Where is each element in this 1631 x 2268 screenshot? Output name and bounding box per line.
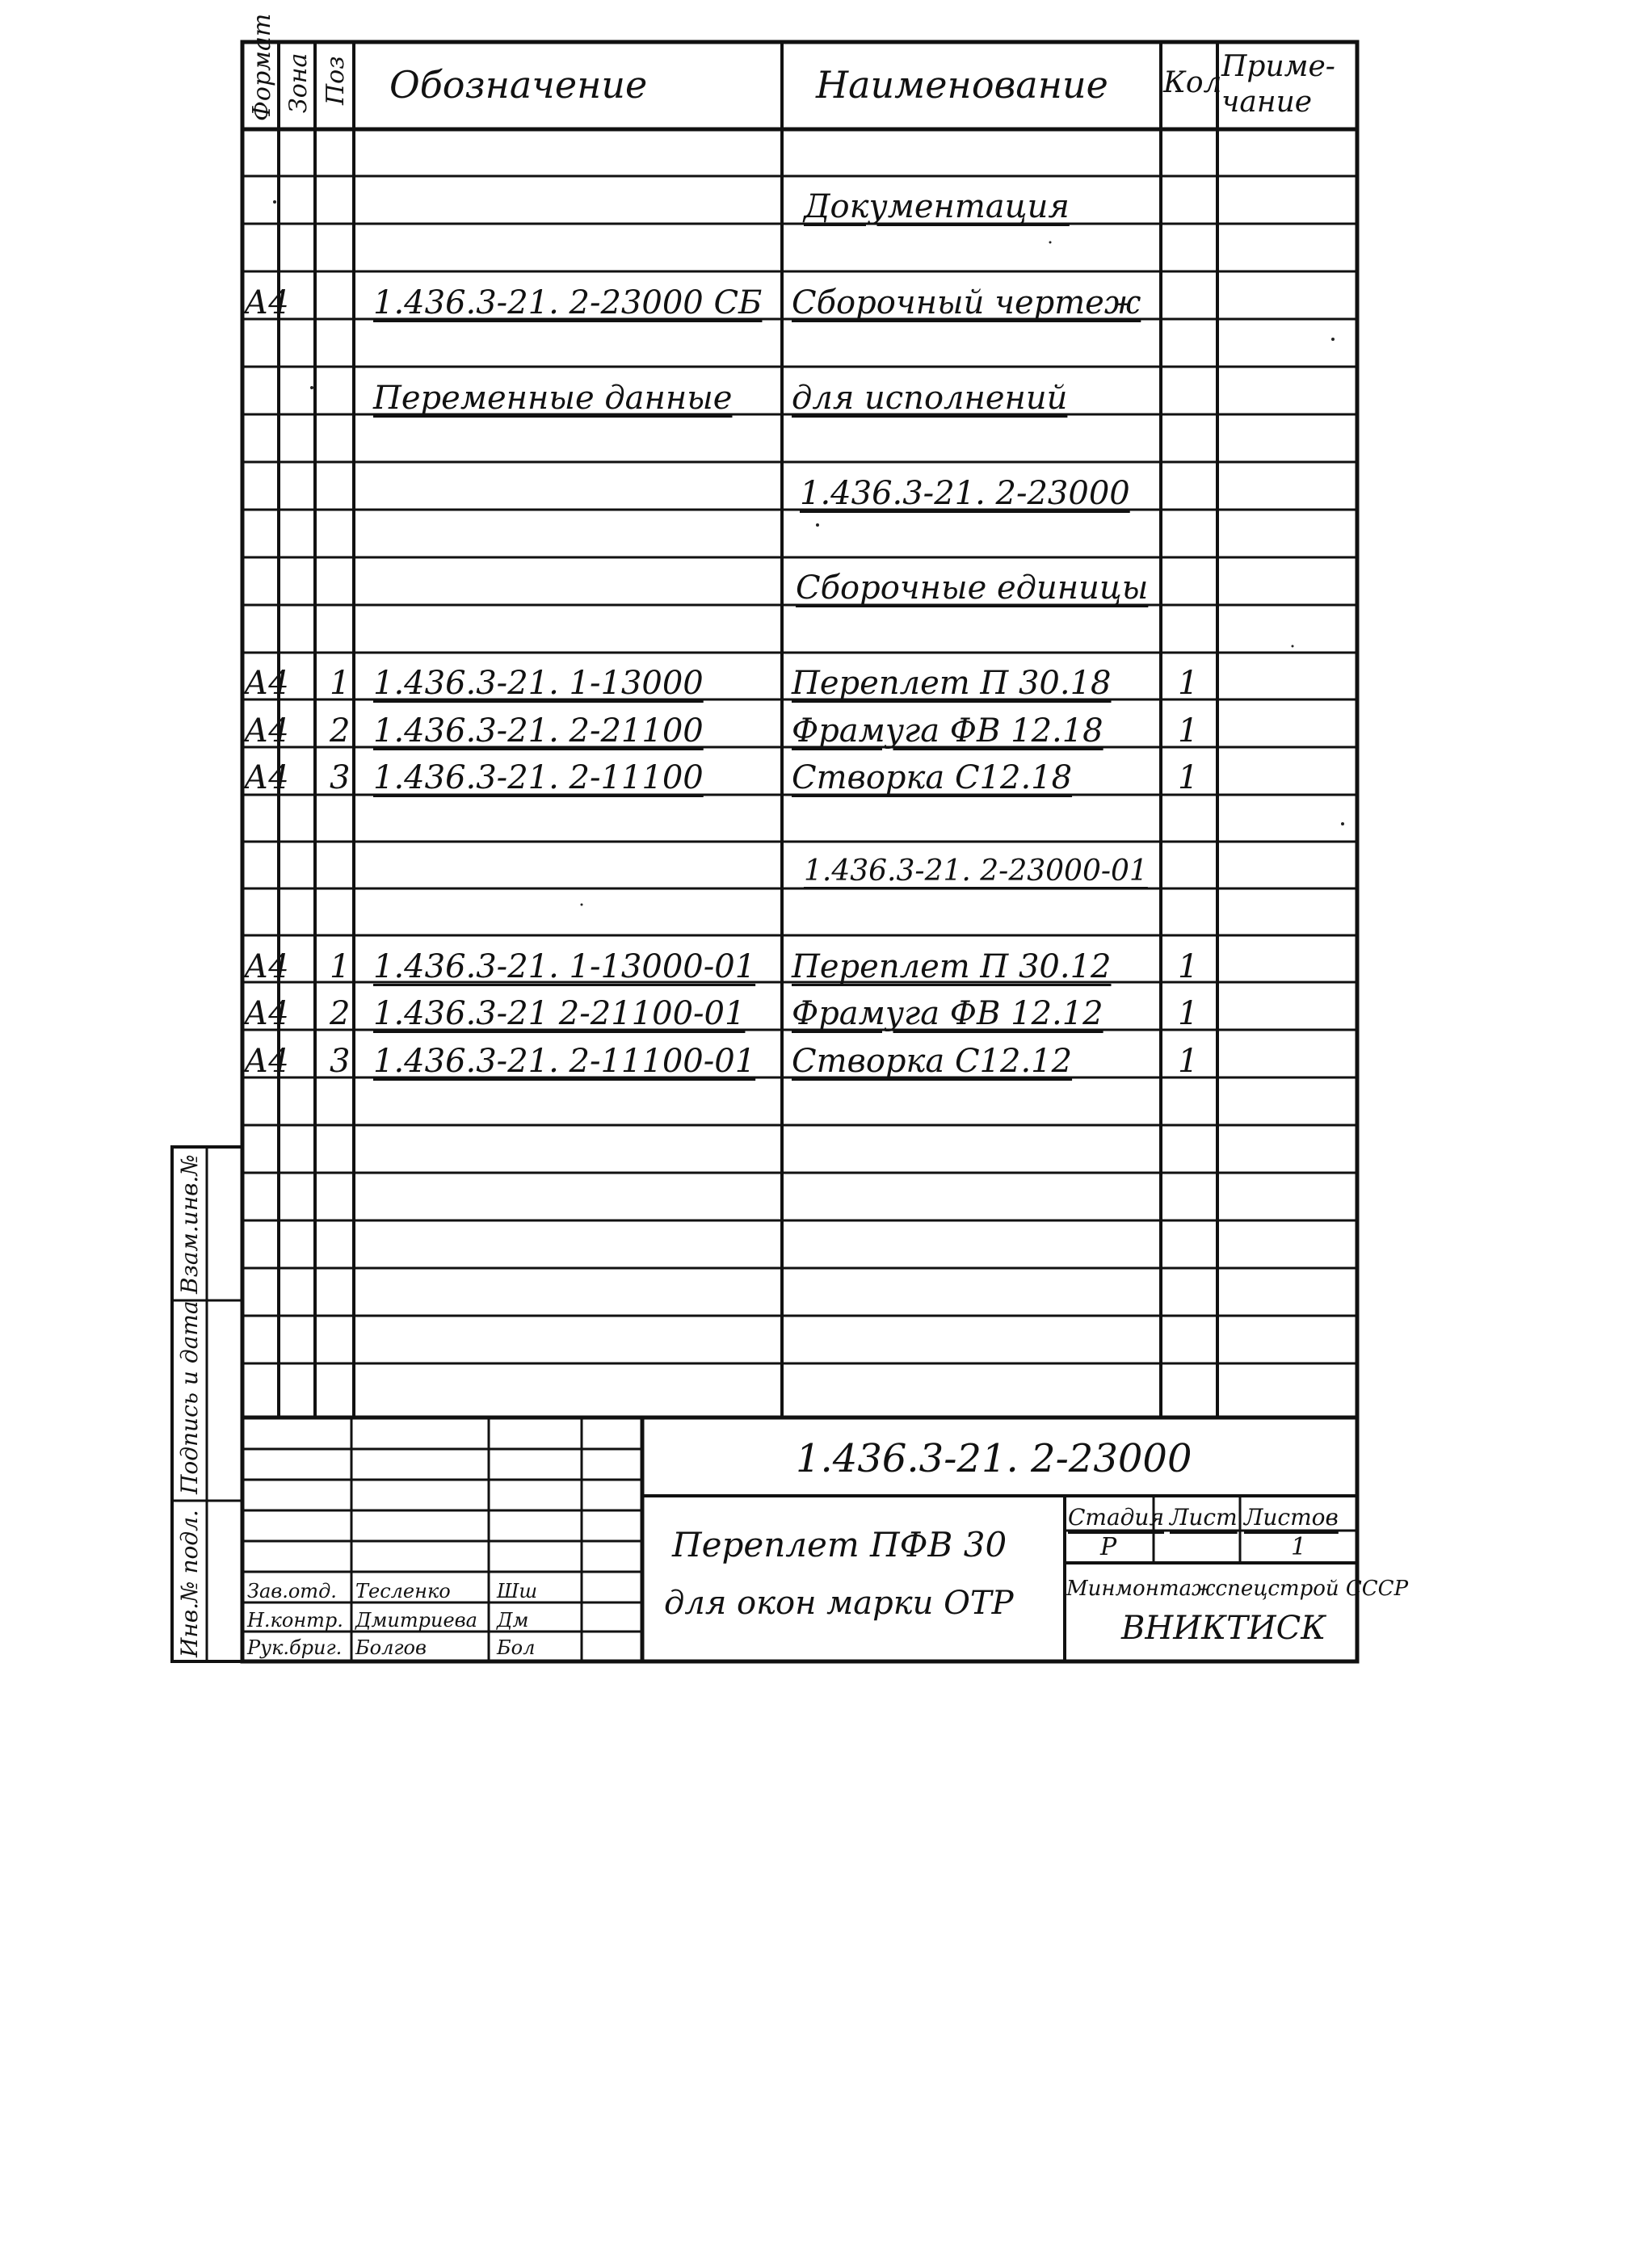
row-designation: 1.436.3-21. 2-11100-01 (373, 1043, 756, 1080)
row-qty: 1 (1178, 1043, 1199, 1080)
row-format: А4 (244, 665, 289, 702)
row-name: Фрамуга ФВ 12.18 (792, 712, 1103, 750)
sheets-value: 1 (1291, 1533, 1307, 1561)
stage-label: Стадия (1068, 1504, 1164, 1531)
row-pos: 3 (330, 1043, 351, 1080)
row-designation: 1.436.3-21. 1-13000-01 (373, 948, 756, 985)
document-title-line1: Переплет ПФВ 30 (672, 1525, 1007, 1564)
row-pos: 3 (330, 759, 351, 796)
row-format: А4 (244, 712, 289, 750)
signer-signature: Шш (497, 1580, 538, 1602)
row-format: А4 (244, 948, 289, 985)
organization-name: ВНИКТИСК (1121, 1610, 1326, 1647)
row-name: Фрамуга ФВ 12.12 (792, 995, 1103, 1032)
signer-role: Рук.бриг. (247, 1636, 343, 1659)
row-format: А4 (244, 1043, 289, 1080)
side-stamp-inv-podl: Инв.№ подл. (176, 1510, 203, 1657)
row-pos: 2 (330, 712, 351, 750)
document-code: 1.436.3-21. 2-23000 (796, 1436, 1192, 1481)
organization-ministry: Минмонтажспецстрой СССР (1066, 1577, 1409, 1601)
row-name: Переплет П 30.18 (792, 665, 1112, 702)
sheet-label: Лист (1170, 1504, 1238, 1531)
row-qty: 1 (1178, 665, 1199, 702)
signer-signature: Дм (497, 1609, 529, 1632)
header-name: Наименование (816, 63, 1108, 107)
row-designation: 1.436.3-21. 1-13000 (373, 665, 704, 702)
row-designation: 1.436.3-21 2-21100-01 (373, 995, 746, 1032)
signer-signature: Бол (497, 1636, 536, 1659)
signer-role: Зав.отд. (247, 1580, 337, 1602)
section-title-assemblies: Сборочные единицы (796, 569, 1149, 607)
variant-code-2: 1.436.3-21. 2-23000-01 (804, 855, 1148, 888)
side-stamp-podp-data: Подпись и дата (176, 1300, 203, 1494)
header-format: Формат (248, 13, 276, 121)
variable-data-label-cont: для исполнений (792, 380, 1068, 417)
variable-data-label: Переменные данные (373, 380, 733, 417)
side-stamp-vzam-inv: Взам.инв.№ (176, 1154, 203, 1294)
row-name: Сборочный чертеж (792, 284, 1141, 321)
header-note-line1: Приме- (1221, 50, 1335, 83)
row-designation: 1.436.3-21. 2-11100 (373, 759, 704, 796)
row-designation: 1.436.3-21. 2-21100 (373, 712, 704, 750)
row-qty: 1 (1178, 712, 1199, 750)
signer-name: Дмитриева (355, 1609, 477, 1632)
row-qty: 1 (1178, 948, 1199, 985)
row-pos: 1 (330, 948, 351, 985)
row-format: А4 (244, 284, 289, 321)
signer-role: Н.контр. (247, 1609, 343, 1632)
row-qty: 1 (1178, 995, 1199, 1032)
row-name: Створка С12.18 (792, 759, 1073, 796)
header-note-line2: чание (1221, 86, 1313, 119)
row-qty: 1 (1178, 759, 1199, 796)
signer-name: Тесленко (355, 1580, 451, 1602)
row-name: Переплет П 30.12 (792, 948, 1112, 985)
header-qty: Кол (1163, 66, 1222, 99)
row-format: А4 (244, 995, 289, 1032)
row-format: А4 (244, 759, 289, 796)
signer-name: Болгов (355, 1636, 427, 1659)
document-title-line2: для окон марки ОТР (664, 1585, 1014, 1622)
header-zone: Зона (284, 52, 313, 113)
row-name: Створка С12.12 (792, 1043, 1073, 1080)
stage-value: Р (1100, 1533, 1117, 1561)
header-pos: Поз (322, 56, 350, 105)
row-pos: 1 (330, 665, 351, 702)
variant-code-1: 1.436.3-21. 2-23000 (800, 475, 1130, 512)
row-pos: 2 (330, 995, 351, 1032)
row-designation: 1.436.3-21. 2-23000 СБ (373, 284, 763, 321)
sheets-label: Листов (1244, 1504, 1339, 1531)
section-title-documentation: Документация (804, 188, 1070, 225)
header-designation: Обозначение (389, 63, 648, 107)
